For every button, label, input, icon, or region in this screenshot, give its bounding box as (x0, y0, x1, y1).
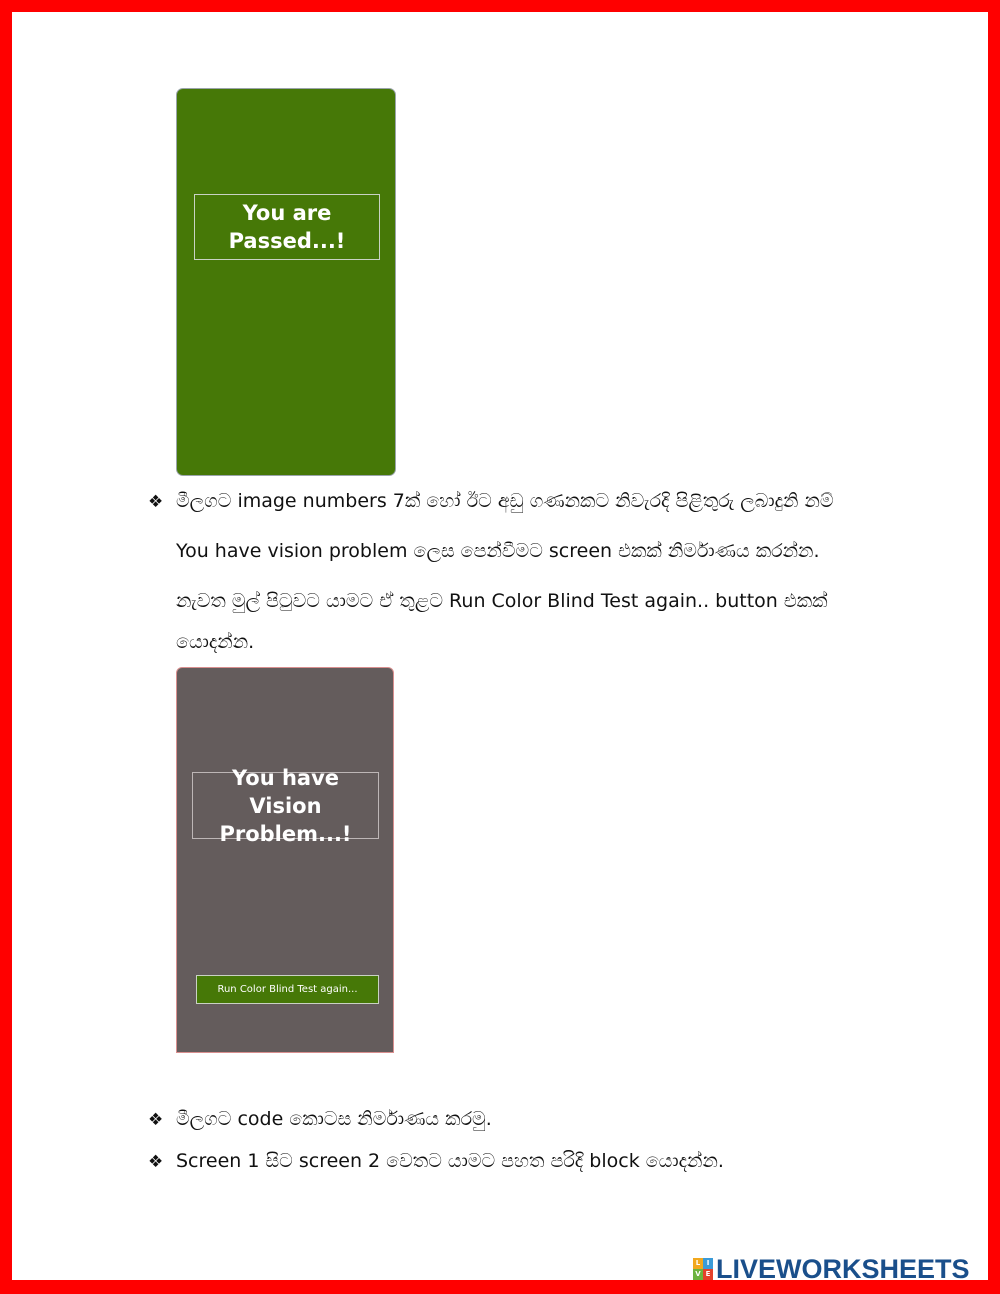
liveworksheets-logo-text: LIVEWORKSHEETS (716, 1253, 970, 1284)
passed-message: You are Passed...! (228, 201, 346, 253)
run-color-blind-test-again-button[interactable]: Run Color Blind Test again... (196, 975, 379, 1004)
logo-mark-letter: I (703, 1258, 713, 1269)
vision-problem-message-box (192, 765, 379, 846)
four-diamond-bullet-icon: ❖ (148, 1110, 164, 1130)
bullet-1-line-1: මීලගට image numbers 7ක් හෝ ඊට අඩු ගණනකට නිවැරදි පිළිතුරු ලබාදුනි නම් (176, 490, 834, 512)
four-diamond-bullet-icon: ❖ (148, 1152, 164, 1172)
logo-mark-letter: L (693, 1258, 703, 1269)
bullet-3-text: Screen 1 සිට screen 2 වෙතට යාමට පහත පරිදි block යොදන්න. (176, 1150, 724, 1172)
bullet-1-line-3: නැවත මුල් පිටුවට යාමට ඒ තුළට Run Color Blind Test again.. button එකක් (176, 590, 828, 612)
logo-mark-letter: E (703, 1269, 713, 1280)
bullet-1-line-2: You have vision problem ලෙස පෙන්වීමට screen එකක් නිර්මාණය කරන්න. (176, 540, 820, 562)
vision-problem-message: You have Vision Problem...! (219, 765, 352, 846)
vision-problem-screen-image (176, 667, 394, 1053)
liveworksheets-logo-mark-icon (693, 1258, 713, 1280)
liveworksheets-logo[interactable] (693, 1254, 970, 1284)
bullet-1-line-4: යොදන්න. (176, 631, 255, 653)
logo-mark-letter: V (693, 1269, 703, 1280)
four-diamond-bullet-icon: ❖ (148, 492, 164, 512)
bullet-2-text: මීලගට code කොටස නිර්මාණය කරමු. (176, 1108, 492, 1130)
passed-message-box (194, 194, 380, 260)
passed-screen-image (176, 88, 396, 476)
